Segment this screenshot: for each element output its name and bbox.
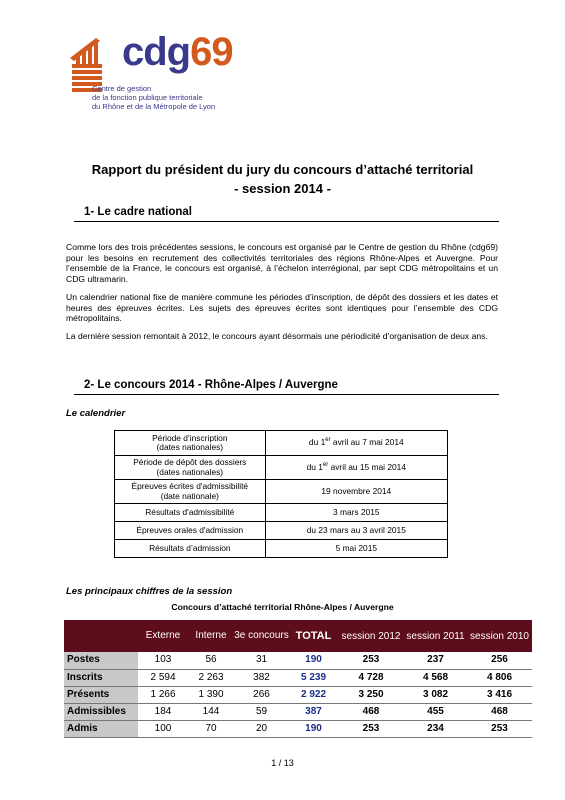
stats-cell: 253 <box>338 652 404 669</box>
stats-row-label: Présents <box>64 686 138 703</box>
stats-header-empty <box>64 620 138 652</box>
calendar-heading: Le calendrier <box>66 408 126 419</box>
stats-cell: 59 <box>234 703 289 720</box>
logo-wordmark <box>122 30 233 75</box>
calendar-table <box>114 430 448 558</box>
stats-cell: 2 594 <box>138 669 188 686</box>
section2-rule <box>74 394 499 395</box>
calendar-label-cell <box>115 456 266 480</box>
logo-subtitle <box>92 84 215 111</box>
stats-table <box>64 620 532 738</box>
stats-cell: 4 568 <box>404 669 467 686</box>
stats-row-postes <box>64 652 532 669</box>
stats-cell: 100 <box>138 720 188 737</box>
stats-row-label: Admissibles <box>64 703 138 720</box>
calendar-value: 3 mars 2015 <box>265 504 447 522</box>
stats-cell: 468 <box>338 703 404 720</box>
calendar-label-cell <box>115 431 266 456</box>
section2-heading: 2- Le concours 2014 - Rhône-Alpes / Auvergne <box>84 379 338 391</box>
stats-cell-total: 190 <box>289 720 338 737</box>
stats-cell: 2 263 <box>188 669 234 686</box>
stats-cell: 1 390 <box>188 686 234 703</box>
stats-col-session-2010: session 2010 <box>467 620 532 652</box>
stats-col-3e-concours: 3e concours <box>234 620 289 652</box>
stats-row-admis <box>64 720 532 737</box>
calendar-label: Période de dépôt des dossiers <box>133 457 247 467</box>
stats-row-label: Inscrits <box>64 669 138 686</box>
logo-subtitle-line: du Rhône et de la Métropole de Lyon <box>92 102 216 111</box>
stats-cell: 3 082 <box>404 686 467 703</box>
section1-paragraph: La dernière session remontait à 2012, le concours ayant désormais une périodicité d’organisation de deux ans. <box>66 331 488 341</box>
stats-row-label: Admis <box>64 720 138 737</box>
calendar-label: Période d’inscription <box>152 432 228 443</box>
stats-cell: 253 <box>467 720 532 737</box>
stats-heading: Les principaux chiffres de la session <box>66 586 233 597</box>
stats-cell: 382 <box>234 669 289 686</box>
calendar-value-rest: avril au 7 mai 2014 <box>330 437 404 448</box>
stats-cell: 253 <box>338 720 404 737</box>
stats-cell: 1 266 <box>138 686 188 703</box>
calendar-row <box>115 431 448 456</box>
calendar-sublabel: (dates nationales) <box>156 466 224 477</box>
stats-cell: 31 <box>234 652 289 669</box>
calendar-row <box>115 456 448 480</box>
stats-cell: 468 <box>467 703 532 720</box>
calendar-label: Résultats d’admission <box>115 540 266 558</box>
calendar-label-cell <box>115 480 266 504</box>
calendar-row <box>115 504 448 522</box>
stats-cell: 266 <box>234 686 289 703</box>
calendar-sublabel: (dates nationales) <box>156 442 224 452</box>
calendar-value: 19 novembre 2014 <box>321 485 392 496</box>
calendar-value: 5 mai 2015 <box>265 540 447 558</box>
section1-paragraph: Comme lors des trois précédentes sessions, le concours est organisé par le Centre de gestion du Rhône (cdg69) pour les besoins en recrutement des collectivités territoriales des régions Rhône-Alpes et Auvergne. Pour l’ensemble de la France, le concours est organisé, à l’échelon interrégional, par sept CDG métropolitains et un CDG ultramarin. <box>66 242 498 284</box>
section1-heading: 1- Le cadre national <box>84 206 193 218</box>
stats-row-presents <box>64 686 532 703</box>
calendar-value-cell <box>265 456 447 480</box>
logo-subtitle-line: de la fonction publique territoriale <box>92 93 203 102</box>
logo-brand-number: 69 <box>190 30 233 74</box>
stats-col-total: TOTAL <box>289 620 338 652</box>
stats-cell-total: 5 239 <box>289 669 338 686</box>
calendar-row <box>115 540 448 558</box>
stats-cell: 4 728 <box>338 669 404 686</box>
calendar-value: du 23 mars au 3 avril 2015 <box>265 522 447 540</box>
section1-paragraph: Un calendrier national fixe de manière commune les périodes d’inscription, de dépôt des dossiers et les dates et heures des épreuves écrites. Les sujets des épreuves écrites sont identiques pour l’ensemble des CDG métropolitains. <box>66 292 498 323</box>
logo-subtitle-line: Centre de gestion <box>92 84 152 93</box>
stats-col-session-2011: session 2011 <box>404 620 467 652</box>
calendar-value: du 1 <box>306 461 323 472</box>
calendar-value-cell <box>265 480 447 504</box>
calendar-label: Résultats d'admissibilité <box>115 504 266 522</box>
logo-brand-text: cdg <box>122 30 191 74</box>
section1-rule <box>74 221 499 222</box>
stats-cell: 56 <box>188 652 234 669</box>
stats-cell: 3 250 <box>338 686 404 703</box>
calendar-sublabel: (date nationale) <box>160 490 219 501</box>
stats-cell: 70 <box>188 720 234 737</box>
stats-cell: 256 <box>467 652 532 669</box>
stats-cell: 237 <box>404 652 467 669</box>
stats-cell-total: 2 922 <box>289 686 338 703</box>
stats-col-interne: Interne <box>188 620 234 652</box>
stats-cell-total: 387 <box>289 703 338 720</box>
stats-caption: Concours d’attaché territorial Rhône-Alpes / Auvergne <box>171 602 394 612</box>
calendar-value-sup: er <box>325 437 331 444</box>
stats-header-row <box>64 620 532 652</box>
calendar-row <box>115 522 448 540</box>
document-title <box>0 160 565 198</box>
stats-cell: 4 806 <box>467 669 532 686</box>
stats-cell: 144 <box>188 703 234 720</box>
stats-cell: 455 <box>404 703 467 720</box>
calendar-row <box>115 480 448 504</box>
stats-cell: 20 <box>234 720 289 737</box>
stats-cell: 234 <box>404 720 467 737</box>
calendar-label: Épreuves orales d'admission <box>115 522 266 540</box>
stats-row-inscrits <box>64 669 532 686</box>
stats-cell: 184 <box>138 703 188 720</box>
stats-cell-total: 190 <box>289 652 338 669</box>
document-title-line2: - session 2014 - <box>234 181 331 196</box>
stats-col-session-2012: session 2012 <box>338 620 404 652</box>
stats-cell: 103 <box>138 652 188 669</box>
document-title-line1: Rapport du président du jury du concours d’attaché territorial <box>91 162 474 177</box>
stats-col-externe: Externe <box>138 620 188 652</box>
calendar-value-sup: er <box>322 461 329 468</box>
stats-row-admissibles <box>64 703 532 720</box>
page-number: 1 / 13 <box>271 758 294 768</box>
stats-row-label: Postes <box>64 652 138 669</box>
calendar-value: du 1 <box>308 437 326 448</box>
stats-cell: 3 416 <box>467 686 532 703</box>
calendar-value-cell <box>265 431 447 456</box>
calendar-value-rest: avril au 15 mai 2014 <box>328 461 406 472</box>
calendar-label: Épreuves écrites d'admissibilité <box>131 481 249 491</box>
